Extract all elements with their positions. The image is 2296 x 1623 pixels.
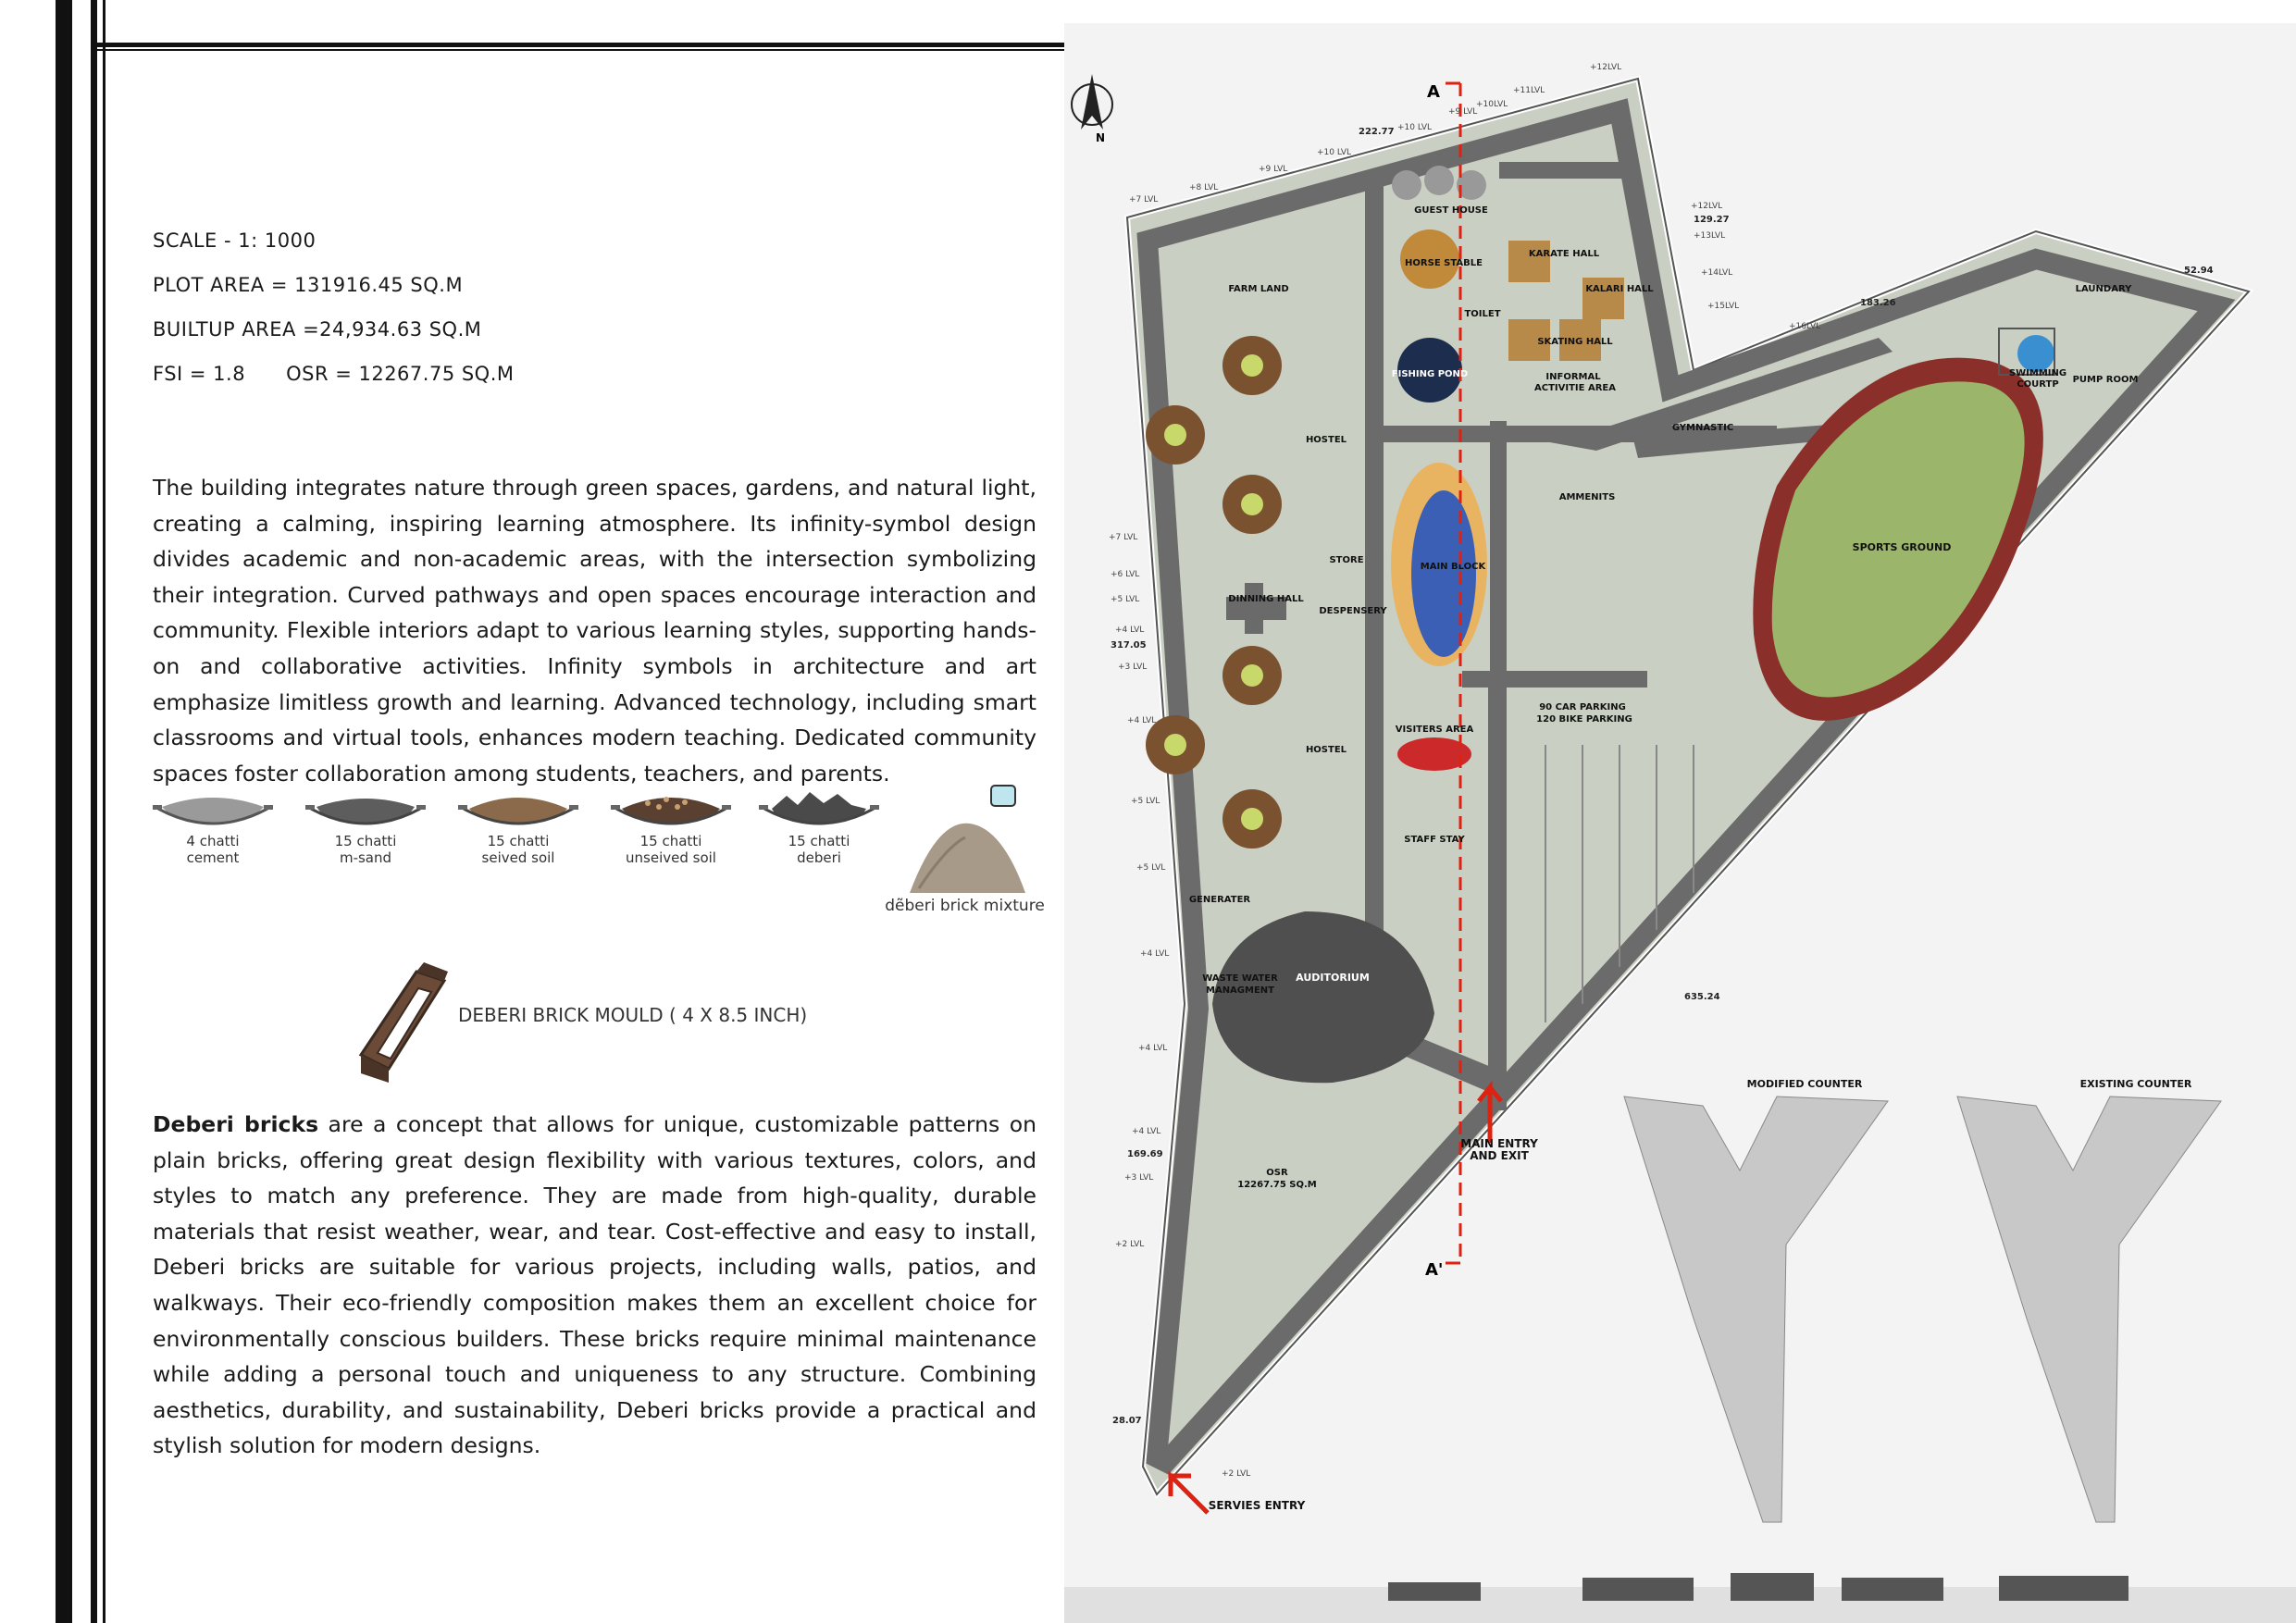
north-label: N bbox=[1096, 131, 1106, 144]
guest-house bbox=[1392, 166, 1486, 200]
material-name: seived soil bbox=[481, 849, 555, 866]
material-mixture bbox=[879, 782, 1050, 915]
level-26: +3 LVL bbox=[1124, 1173, 1154, 1183]
level-11: +13LVL bbox=[1694, 231, 1726, 241]
label-amenities: AMMENITS bbox=[1558, 492, 1616, 502]
site-plan bbox=[1064, 23, 2296, 1623]
material-name: dẽberi brick mixture bbox=[885, 897, 1045, 915]
level-24: +4 LVL bbox=[1138, 1044, 1168, 1053]
material-name: m-sand bbox=[339, 849, 392, 866]
label-fishing-pond: FISHING POND bbox=[1391, 369, 1469, 379]
dim-6: 635.24 bbox=[1684, 992, 1720, 1002]
material-qty: 15 chatti bbox=[788, 833, 850, 849]
label-visitors-area: VISITERS AREA bbox=[1395, 725, 1474, 735]
main-block bbox=[1391, 463, 1487, 666]
label-kalari-hall: KALARI HALL bbox=[1585, 284, 1654, 294]
label-store: STORE bbox=[1329, 555, 1364, 565]
label-waste-1: WASTE WATER bbox=[1202, 973, 1278, 984]
label-osr-area: 12267.75 SQ.M bbox=[1237, 1180, 1317, 1190]
label-swimming: SWIMMING bbox=[2008, 368, 2067, 378]
mould-label: DEBERI BRICK MOULD ( 4 X 8.5 INCH) bbox=[458, 1004, 808, 1026]
material-deberi bbox=[750, 787, 888, 866]
label-karate-hall: KARATE HALL bbox=[1528, 249, 1600, 259]
level-18: +4 LVL bbox=[1115, 626, 1145, 635]
bowl-icon bbox=[611, 787, 731, 833]
deberi-text: are a concept that allows for unique, customizable patterns on plain bricks, offering great design flexibility with various textures, colors, and styles to match any preference. They are made from high-quality, durable materials that resist weather, wear, and tear. Cost-effective and easy to install, Deberi bricks are suitable for various projects, including walls, patios, and walkways. Their eco-friendly composition makes them an excellent choice for environmentally conscious builders. These bricks require minimal maintenance while adding a personal touch and uniqueness to any structure. Combining aesthetics, durability, and sustainability, Deberi bricks provide a practical and stylish solution for modern designs. bbox=[153, 1111, 1036, 1459]
material-name: deberi bbox=[797, 849, 841, 866]
level-5: +10 LVL bbox=[1397, 123, 1433, 132]
scale-text: SCALE - 1: 1000 bbox=[153, 229, 316, 252]
label-toilet: TOILET bbox=[1464, 309, 1501, 319]
brick-mould-icon bbox=[352, 962, 453, 1083]
bowl-icon bbox=[458, 787, 578, 833]
bowl-icon bbox=[305, 787, 426, 833]
label-laundary: LAUNDARY bbox=[2075, 284, 2132, 294]
material-name: cement bbox=[186, 849, 240, 866]
level-14: +16LVL bbox=[1789, 322, 1821, 331]
level-23: +4 LVL bbox=[1140, 949, 1170, 959]
label-farm-land: FARM LAND bbox=[1228, 284, 1289, 294]
label-sports-ground: SPORTS GROUND bbox=[1852, 541, 1952, 553]
deberi-description bbox=[153, 1107, 1036, 1464]
level-22: +5 LVL bbox=[1136, 863, 1166, 873]
mixture-pile-icon bbox=[891, 782, 1039, 902]
frame-bar-thin bbox=[103, 0, 105, 1623]
section-mark-a: A bbox=[1427, 82, 1440, 102]
label-main-entry-1: MAIN ENTRY bbox=[1460, 1137, 1538, 1150]
label-guest-house: GUEST HOUSE bbox=[1414, 205, 1488, 216]
fsi-osr-row bbox=[153, 363, 515, 407]
label-waste-2: MANAGMENT bbox=[1206, 985, 1274, 996]
bowl-icon bbox=[759, 787, 879, 833]
bowl-icon bbox=[153, 787, 273, 833]
label-parking-1: 90 CAR PARKING bbox=[1539, 702, 1626, 712]
design-description: The building integrates nature through green spaces, gardens, and natural light, creating a calming, inspiring learning atmosphere. Its infinity-symbol design divides academic and non-academic areas, with the intersection symbolizing their integration. Curved pathways and open spaces encourage interaction and community. Flexible interiors adapt to various learning styles, supporting hands-on and collaborative activities. Infinity symbols in architecture and art emphasize limitless growth and learning. Advanced technology, including smart classrooms and virtual tools, enhances modern teaching. Dedicated community spaces foster collaboration among students, teachers, and parents. bbox=[153, 475, 1036, 787]
label-informal: INFORMAL bbox=[1545, 372, 1601, 382]
label-hostel-2: HOSTEL bbox=[1305, 745, 1347, 755]
level-19: +3 LVL bbox=[1118, 663, 1148, 672]
osr-text: OSR = 12267.75 SQ.M bbox=[286, 363, 515, 385]
level-9: +7 LVL bbox=[1129, 195, 1159, 204]
level-1: +12LVL bbox=[1590, 63, 1622, 72]
dim-3: 52.94 bbox=[2184, 266, 2214, 276]
brick-materials bbox=[143, 787, 1050, 935]
label-hostel-1: HOSTEL bbox=[1305, 435, 1347, 445]
level-7: +9 LVL bbox=[1259, 165, 1288, 174]
level-28: +2 LVL bbox=[1222, 1469, 1251, 1479]
label-modified-counter: MODIFIED COUNTER bbox=[1746, 1078, 1863, 1090]
dim-1: 222.77 bbox=[1359, 127, 1395, 137]
frame-bar-medium bbox=[91, 0, 97, 1623]
level-13: +15LVL bbox=[1707, 302, 1740, 311]
material-unseived-soil bbox=[602, 787, 740, 866]
level-6: +10 LVL bbox=[1317, 148, 1352, 157]
level-27: +2 LVL bbox=[1115, 1240, 1145, 1249]
level-17: +5 LVL bbox=[1111, 595, 1140, 604]
label-parking-2: 120 BIKE PARKING bbox=[1536, 714, 1632, 725]
fsi-text: FSI = 1.8 bbox=[153, 363, 246, 385]
material-qty: 15 chatti bbox=[487, 833, 550, 849]
material-name: unseived soil bbox=[626, 849, 716, 866]
label-existing-counter: EXISTING COUNTER bbox=[2079, 1078, 2192, 1090]
material-msand bbox=[296, 787, 435, 866]
label-dispensary: DESPENSERY bbox=[1319, 606, 1387, 616]
dim-2: 129.27 bbox=[1694, 215, 1730, 225]
deberi-title: Deberi bricks bbox=[153, 1111, 319, 1137]
label-main-entry-2: AND EXIT bbox=[1470, 1149, 1529, 1162]
material-seived-soil bbox=[449, 787, 588, 866]
level-21: +5 LVL bbox=[1131, 797, 1160, 806]
material-qty: 4 chatti bbox=[186, 833, 240, 849]
frame-bar-thick bbox=[56, 0, 72, 1623]
level-8: +8 LVL bbox=[1189, 183, 1219, 192]
dim-8: 28.07 bbox=[1112, 1416, 1142, 1426]
level-25: +4 LVL bbox=[1132, 1127, 1161, 1136]
section-mark-a-prime: A' bbox=[1425, 1260, 1444, 1280]
material-qty: 15 chatti bbox=[334, 833, 397, 849]
label-skating-hall: SKATING HALL bbox=[1537, 337, 1613, 347]
level-15: +7 LVL bbox=[1109, 533, 1138, 542]
label-activitie-area: ACTIVITIE AREA bbox=[1534, 383, 1616, 393]
dim-4: 183.26 bbox=[1860, 298, 1896, 308]
label-auditorium: AUDITORIUM bbox=[1296, 972, 1370, 984]
label-pump-room: PUMP ROOM bbox=[2072, 375, 2139, 385]
label-generator: GENERATER bbox=[1188, 895, 1251, 905]
level-4: +9 LVL bbox=[1448, 107, 1478, 117]
dim-7: 169.69 bbox=[1127, 1149, 1163, 1159]
level-10: +12LVL bbox=[1691, 202, 1723, 211]
site-statistics bbox=[153, 229, 515, 407]
label-dinning-hall: DINNING HALL bbox=[1228, 594, 1304, 604]
level-20: +4 LVL bbox=[1127, 716, 1157, 725]
level-2: +11LVL bbox=[1513, 86, 1545, 95]
label-staff-stay: STAFF STAY bbox=[1404, 835, 1465, 845]
level-3: +10LVL bbox=[1476, 100, 1508, 109]
label-courtp: COURTP bbox=[2017, 379, 2059, 390]
site-plan-drawing bbox=[1064, 23, 2296, 1623]
plot-area-text: PLOT AREA = 131916.45 SQ.M bbox=[153, 274, 464, 296]
dim-5: 317.05 bbox=[1111, 640, 1147, 650]
label-gymnastic: GYMNASTIC bbox=[1671, 423, 1734, 433]
label-osr: OSR bbox=[1266, 1168, 1288, 1178]
level-12: +14LVL bbox=[1701, 268, 1733, 278]
builtup-area-text: BUILTUP AREA =24,934.63 SQ.M bbox=[153, 318, 482, 341]
swimming-pool bbox=[2017, 335, 2054, 372]
label-horse-stable: HORSE STABLE bbox=[1405, 258, 1483, 268]
level-16: +6 LVL bbox=[1111, 570, 1140, 579]
material-cement bbox=[143, 787, 282, 866]
material-qty: 15 chatti bbox=[639, 833, 702, 849]
label-service-entry: SERVIES ENTRY bbox=[1208, 1499, 1306, 1512]
label-main-block: MAIN BLOCK bbox=[1420, 562, 1486, 572]
